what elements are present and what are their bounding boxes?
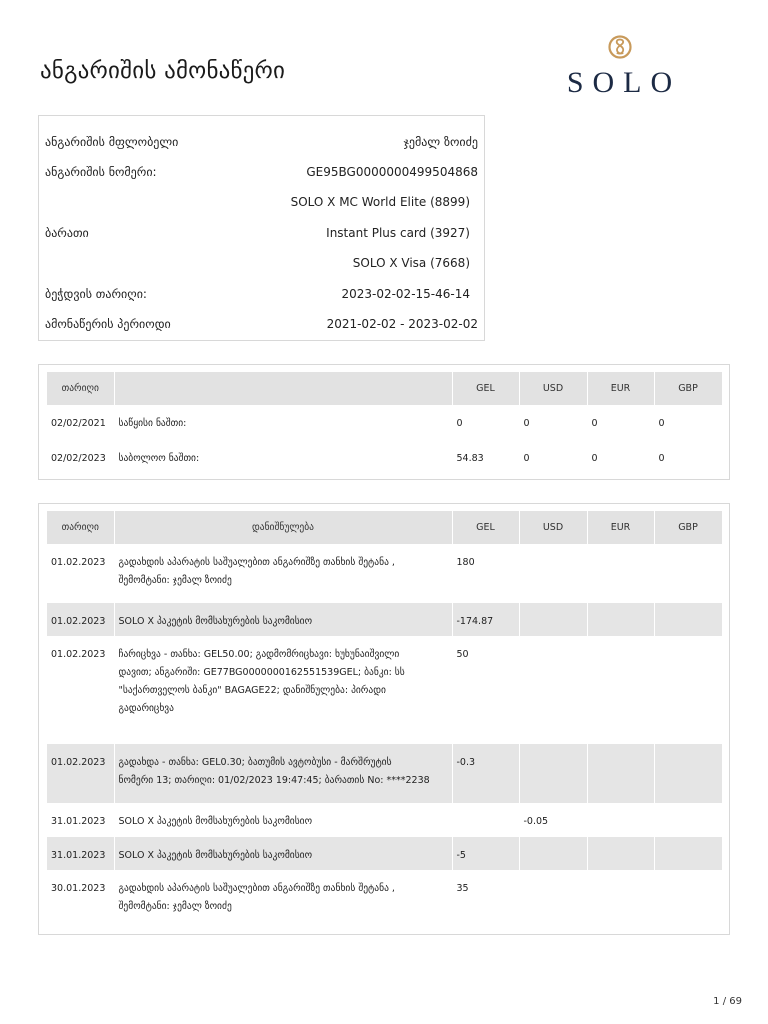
col-header-description: დანიშნულება [114,511,452,544]
card-value: SOLO X MC World Elite (8899) [290,195,470,209]
balance-usd: 0 [519,440,587,475]
col-header-usd: USD [519,511,587,544]
transaction-gbp [654,837,722,870]
owner-label: ანგარიშის მფლობელი [45,135,179,149]
table-row [47,603,722,636]
transaction-gbp [654,636,722,744]
page-number: 1 / 69 [713,996,742,1007]
col-header-eur: EUR [587,372,654,405]
print-date-value: 2023-02-02-15-46-14 [341,287,470,301]
transactions-table [47,511,723,928]
transaction-description [114,870,452,928]
transaction-description [114,544,452,603]
card-value: SOLO X Visa (7668) [352,256,470,270]
balance-gel: 54.83 [452,440,519,475]
transaction-gel: 180 [452,544,519,603]
col-header-gel: GEL [452,372,519,405]
description-line: შემომტანი: ჯემალ ზოიძე [118,575,232,586]
table-row [47,544,722,603]
description-line: SOLO X პაკეტის მომსახურების საკომისიო [118,850,313,861]
transaction-gbp [654,544,722,603]
balance-gbp: 0 [654,440,722,475]
balance-gbp: 0 [654,405,722,440]
transaction-date: 01.02.2023 [47,603,114,636]
col-header-usd: USD [519,372,587,405]
card-value: Instant Plus card (3927) [326,226,470,240]
transaction-description [114,636,452,744]
col-header-label [114,372,452,405]
transaction-usd [519,837,587,870]
balance-eur: 0 [587,440,654,475]
transaction-date: 01.02.2023 [47,636,114,744]
balances-box [38,364,730,480]
table-row [47,636,722,744]
transaction-date: 31.01.2023 [47,803,114,837]
table-row [47,870,722,928]
transaction-gel [452,803,519,837]
description-line: შემომტანი: ჯემალ ზოიძე [118,901,232,912]
col-header-date: თარიღი [47,511,114,544]
transaction-gel: -174.87 [452,603,519,636]
description-line: "საქართველოს ბანკი" BAGAGE22; დანიშნულება: პირადი [118,685,386,696]
balance-usd: 0 [519,405,587,440]
table-row [47,837,722,870]
transaction-eur [587,837,654,870]
print-date-row [45,287,478,307]
transaction-usd [519,744,587,803]
col-header-gbp: GBP [654,372,722,405]
transaction-usd [519,544,587,603]
account-value: GE95BG0000000499504868 [306,165,478,179]
account-row [45,165,478,185]
solo-logo-text: SOLO [566,66,682,99]
col-header-date: თარიღი [47,372,114,405]
table-row [47,744,722,803]
col-header-gbp: GBP [654,511,722,544]
owner-row [45,135,478,155]
description-line: გადახდა - თანხა: GEL0.30; ბათუმის ავტობუსი - მარშრუტის [118,757,392,768]
transactions-box [38,503,730,935]
description-line: SOLO X პაკეტის მომსახურების საკომისიო [118,616,313,627]
transactions-header-row [47,511,722,544]
transaction-gbp [654,603,722,636]
transaction-usd [519,870,587,928]
balance-label: საწყისი ნაშთი: [114,405,452,440]
description-line: დავით; ანგარიში: GE77BG0000000162551539GEL; ბანკი: სს [118,667,405,678]
balance-date: 02/02/2023 [47,440,114,475]
print-date-label: ბეჭდვის თარიღი: [45,287,147,301]
transaction-description [114,603,452,636]
transaction-usd: -0.05 [519,803,587,837]
transaction-gbp [654,803,722,837]
transaction-description [114,837,452,870]
transaction-date: 31.01.2023 [47,837,114,870]
transaction-gbp [654,744,722,803]
transaction-gel: 50 [452,636,519,744]
account-info-box [38,115,485,341]
transaction-date: 30.01.2023 [47,870,114,928]
description-line: ჩარიცხვა - თანხა: GEL50.00; გადმომრიცხავი: ხუხუნაიშვილი [118,649,400,660]
owner-value: ჯემალ ზოიძე [403,135,478,149]
transaction-description [114,744,452,803]
description-line: SOLO X პაკეტის მომსახურების საკომისიო [118,816,313,827]
col-header-gel: GEL [452,511,519,544]
account-label: ანგარიშის ნომერი: [45,165,157,179]
transaction-eur [587,744,654,803]
transaction-gel: -0.3 [452,744,519,803]
description-line: ნომერი 13; თარიღი: 01/02/2023 19:47:45; ბარათის No: ****2238 [118,775,430,786]
transaction-eur [587,870,654,928]
period-row [45,317,478,337]
transaction-description [114,803,452,837]
solo-logo [556,34,686,100]
balance-gel: 0 [452,405,519,440]
table-row [47,405,722,440]
card-label: ბარათი [45,226,89,240]
table-row [47,803,722,837]
solo-emblem-icon [607,34,633,60]
transaction-date: 01.02.2023 [47,744,114,803]
balance-eur: 0 [587,405,654,440]
period-label: ამონაწერის პერიოდი [45,317,171,331]
transaction-gbp [654,870,722,928]
balance-date: 02/02/2021 [47,405,114,440]
transaction-eur [587,544,654,603]
card-row-3 [45,256,478,276]
transaction-usd [519,603,587,636]
balance-label: საბოლოო ნაშთი: [114,440,452,475]
description-line: გადახდის აპარატის საშუალებით ანგარიშზე თანხის შეტანა , [118,557,395,568]
transaction-eur [587,803,654,837]
period-value: 2021-02-02 - 2023-02-02 [326,317,478,331]
balances-table [47,372,723,475]
card-row-1 [45,195,478,215]
transaction-date: 01.02.2023 [47,544,114,603]
transaction-gel: -5 [452,837,519,870]
page-title: ანგარიშის ამონაწერი [40,58,286,84]
transaction-usd [519,636,587,744]
table-row [47,440,722,475]
card-row-2 [45,226,478,246]
balances-header-row [47,372,722,405]
description-line: გადახდის აპარატის საშუალებით ანგარიშზე თანხის შეტანა , [118,883,395,894]
description-line: გადარიცხვა [118,703,175,714]
transaction-eur [587,603,654,636]
transaction-gel: 35 [452,870,519,928]
col-header-eur: EUR [587,511,654,544]
transaction-eur [587,636,654,744]
